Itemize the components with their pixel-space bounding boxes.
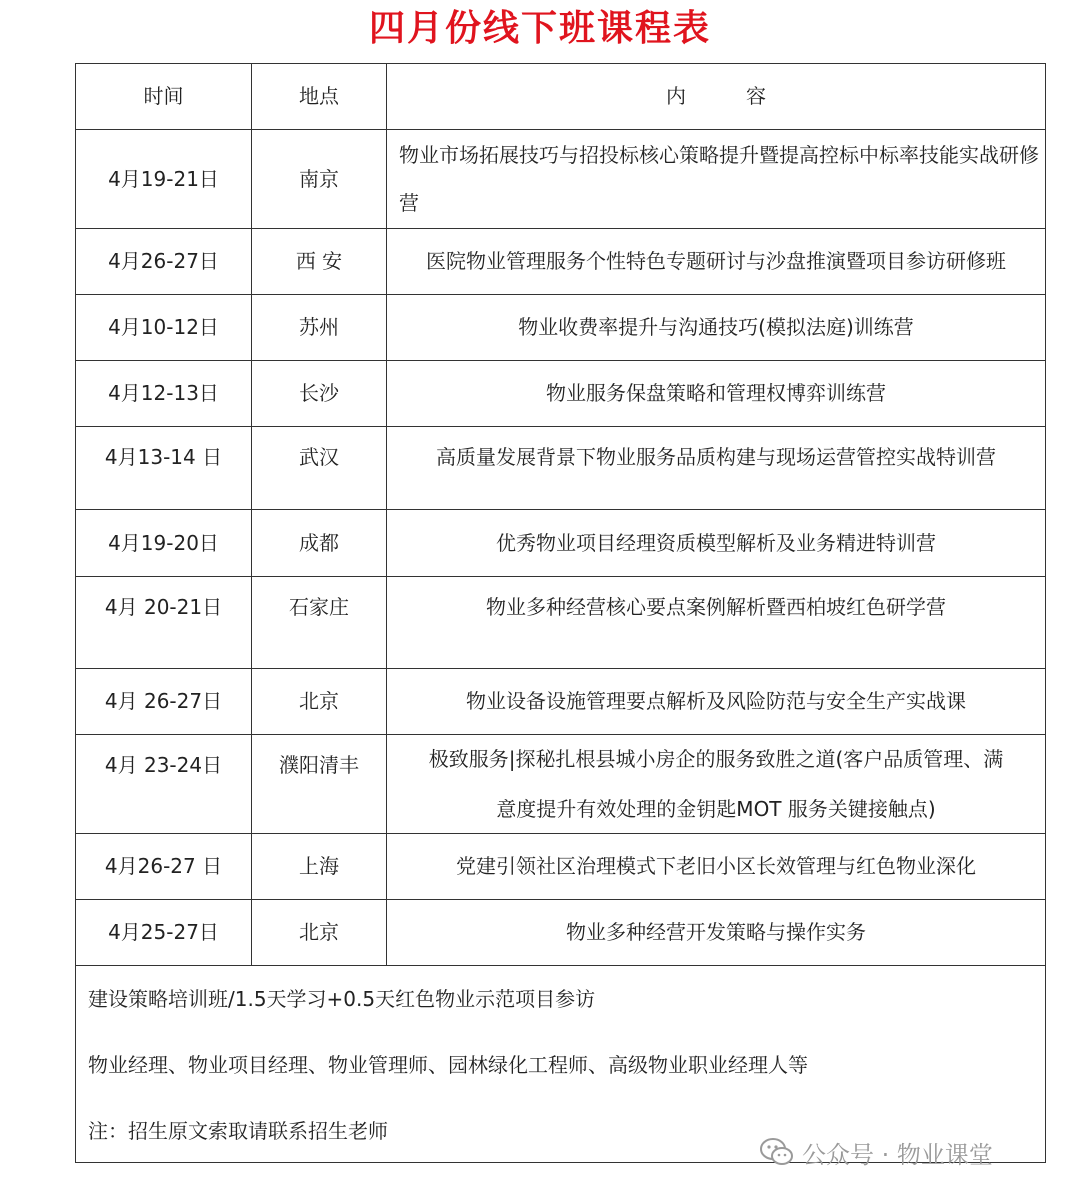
row-course: 高质量发展背景下物业服务品质构建与现场运营管控实战特训营 [436,445,996,469]
wechat-icon [760,1137,794,1167]
table-row [76,427,1045,510]
row-date: 4月12-13日 [76,361,252,426]
header-content: 内 容 [666,84,766,108]
table-row [76,577,1045,669]
watermark [760,1135,993,1169]
header-place: 地点 [252,64,387,129]
footer-contact-note: 注：招生原文索取请联系招生老师 [88,1119,388,1143]
table-row [76,510,1045,577]
row-date: 4月 20-21日 [76,577,252,668]
row-city: 濮阳清丰 [252,735,387,833]
table-row [76,669,1045,735]
row-course: 优秀物业项目经理资质模型解析及业务精进特训营 [496,530,936,555]
row-date: 4月 23-24日 [76,735,252,833]
table-row [76,361,1045,427]
page-title: 四月份线下班课程表 [368,8,711,49]
row-city: 石家庄 [252,577,387,668]
row-course: 极致服务|探秘扎根县城小房企的服务致胜之道(客户品质管理、满意度提升有效处理的金钥匙MOT 服务关键接触点) [428,747,1004,821]
row-course: 医院物业管理服务个性特色专题研讨与沙盘推演暨项目参访研修班 [426,249,1006,273]
table-row [76,229,1045,295]
row-city: 苏州 [252,295,387,360]
row-course: 党建引领社区治理模式下老旧小区长效管理与红色物业深化 [456,854,976,878]
row-city: 南京 [252,130,387,228]
table-row [76,900,1045,966]
row-city: 北京 [252,900,387,965]
header-time: 时间 [76,64,252,129]
row-city: 西 安 [252,229,387,294]
table-row [76,834,1045,900]
row-course: 物业设备设施管理要点解析及风险防范与安全生产实战课 [466,689,966,713]
row-date: 4月19-21日 [76,130,252,228]
row-date: 4月25-27日 [76,900,252,965]
row-course: 物业多种经营开发策略与操作实务 [566,920,866,944]
row-date: 4月13-14 日 [76,427,252,509]
table-header-row [76,64,1045,130]
footer-audience-note: 物业经理、物业项目经理、物业管理师、园林绿化工程师、高级物业职业经理人等 [88,1053,808,1077]
row-city: 上海 [252,834,387,899]
table-row [76,295,1045,361]
table-row [76,735,1045,834]
row-city: 成都 [252,510,387,576]
table-row [76,130,1045,229]
schedule-table [75,63,1046,1163]
watermark-text: 公众号 · 物业课堂 [802,1140,993,1169]
row-course: 物业市场拓展技巧与招投标核心策略提升暨提高控标中标率技能实战研修营 [399,143,1039,215]
row-city: 武汉 [252,427,387,509]
row-course: 物业收费率提升与沟通技巧(模拟法庭)训练营 [518,315,914,339]
row-course: 物业多种经营核心要点案例解析暨西柏坡红色研学营 [486,595,946,619]
row-date: 4月26-27 日 [76,834,252,899]
row-city: 北京 [252,669,387,734]
footer-format-note: 建设策略培训班/1.5天学习+0.5天红色物业示范项目参访 [88,987,596,1011]
row-date: 4月 26-27日 [76,669,252,734]
row-date: 4月26-27日 [76,229,252,294]
row-course: 物业服务保盘策略和管理权博弈训练营 [546,381,886,405]
row-city: 长沙 [252,361,387,426]
row-date: 4月19-20日 [76,510,252,576]
row-date: 4月10-12日 [76,295,252,360]
table-footer [76,966,1045,1162]
